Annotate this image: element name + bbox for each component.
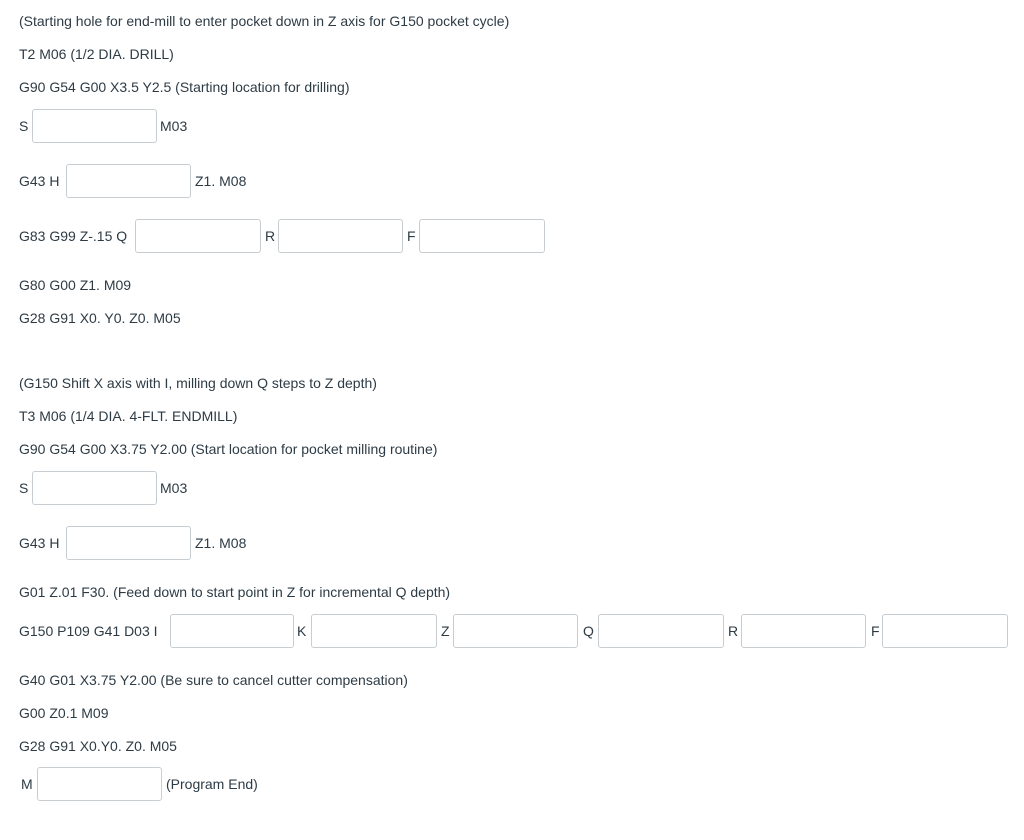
- drill-comment: (Starting hole for end-mill to enter pocket down in Z axis for G150 pocket cycle): [19, 13, 510, 29]
- pocket-rapid-line: G00 Z0.1 M09: [19, 705, 109, 721]
- pocket-home-line: G28 G91 X0.Y0. Z0. M05: [19, 738, 177, 754]
- program-end-input[interactable]: [37, 767, 162, 801]
- height-prefix: G43 H: [19, 535, 60, 551]
- pocket-tool-line: T3 M06 (1/4 DIA. 4-FLT. ENDMILL): [19, 408, 238, 424]
- pocket-comp-cancel-line: G40 G01 X3.75 Y2.00 (Be sure to cancel cutter compensation): [19, 672, 408, 688]
- pocket-comment: (G150 Shift X axis with I, milling down Q steps to Z depth): [19, 375, 377, 391]
- drill-cycle-prefix: G83 G99 Z-.15 Q: [19, 228, 128, 244]
- drill-f-label: F: [407, 228, 416, 244]
- height-prefix: G43 H: [19, 173, 60, 189]
- pocket-q-step-input[interactable]: [598, 614, 724, 648]
- pocket-z-label: Z: [441, 623, 450, 639]
- pocket-i-shift-input[interactable]: [170, 614, 294, 648]
- pocket-feed-input[interactable]: [882, 614, 1008, 648]
- pocket-f-label: F: [871, 623, 880, 639]
- drill-height-offset-input[interactable]: [66, 164, 191, 198]
- drill-tool-line: T2 M06 (1/2 DIA. DRILL): [19, 46, 174, 62]
- drill-start-line: G90 G54 G00 X3.5 Y2.5 (Starting location for drilling): [19, 79, 350, 95]
- program-end-prefix: M: [21, 776, 33, 792]
- drill-spindle-speed-input[interactable]: [32, 109, 157, 143]
- pocket-q-label: Q: [583, 623, 594, 639]
- drill-r-plane-input[interactable]: [278, 219, 403, 253]
- pocket-height-offset-input[interactable]: [66, 526, 191, 560]
- pocket-spindle-speed-input[interactable]: [32, 471, 157, 505]
- drill-cancel-line: G80 G00 Z1. M09: [19, 277, 132, 293]
- pocket-r-plane-input[interactable]: [741, 614, 866, 648]
- drill-home-line: G28 G91 X0. Y0. Z0. M05: [19, 310, 181, 326]
- height-suffix: Z1. M08: [195, 173, 247, 189]
- pocket-k-label: K: [297, 623, 307, 639]
- pocket-r-label: R: [728, 623, 739, 639]
- drill-r-label: R: [265, 228, 276, 244]
- height-suffix: Z1. M08: [195, 535, 247, 551]
- drill-peck-q-input[interactable]: [135, 219, 261, 253]
- pocket-z-depth-input[interactable]: [453, 614, 578, 648]
- program-end-suffix: (Program End): [166, 776, 258, 792]
- spindle-suffix: M03: [160, 480, 188, 496]
- spindle-prefix: S: [19, 118, 29, 134]
- pocket-k-input[interactable]: [311, 614, 437, 648]
- spindle-suffix: M03: [160, 118, 188, 134]
- spindle-prefix: S: [19, 480, 29, 496]
- pocket-feed-line: G01 Z.01 F30. (Feed down to start point in Z for incremental Q depth): [19, 584, 451, 600]
- pocket-cycle-prefix: G150 P109 G41 D03 I: [19, 623, 158, 639]
- pocket-start-line: G90 G54 G00 X3.75 Y2.00 (Start location for pocket milling routine): [19, 441, 438, 457]
- drill-feed-input[interactable]: [419, 219, 545, 253]
